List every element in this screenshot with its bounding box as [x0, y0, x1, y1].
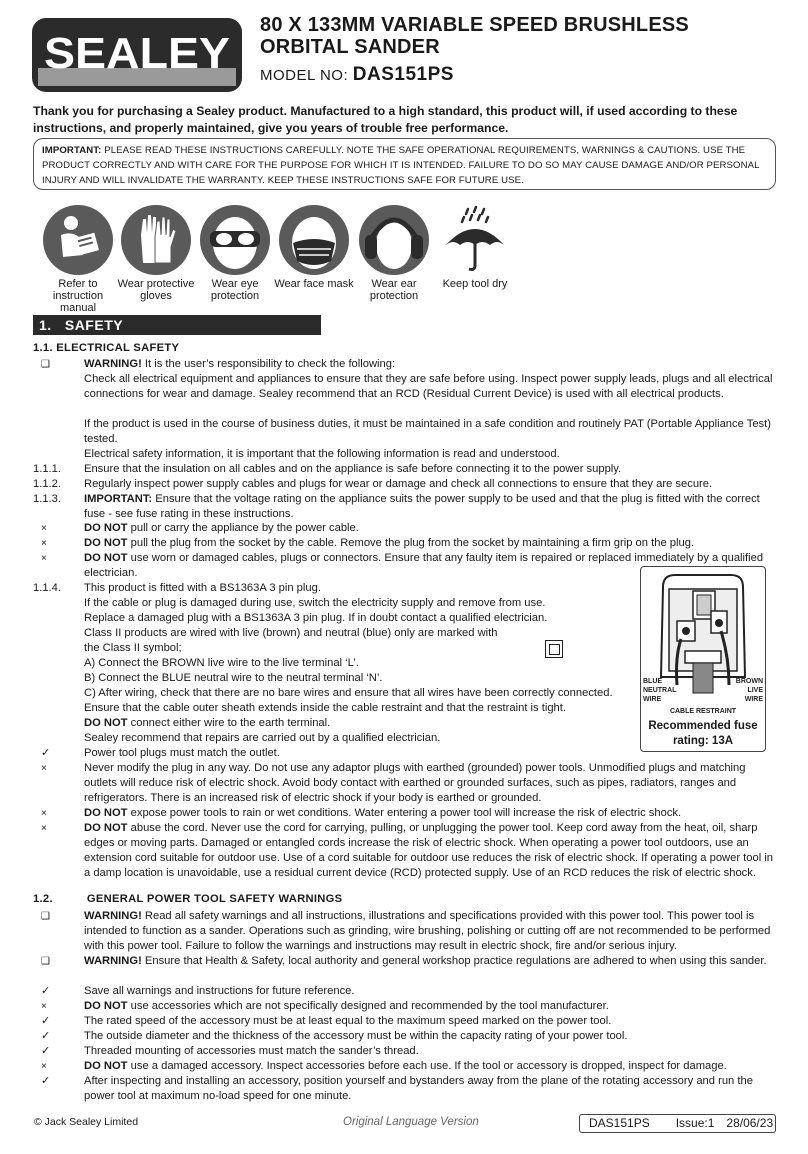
list-item	[33, 761, 778, 806]
icon-item: Refer to instruction manual	[38, 205, 118, 314]
blue-wire-label: BLUE	[643, 678, 663, 685]
check-icon: ✓	[41, 985, 51, 997]
important-notice: IMPORTANT: PLEASE READ THESE INSTRUCTIONS CAREFULLY. NOTE THE SAFE OPERATIONAL REQUIREMENTS, WARNINGS & CAUTIONS. USE THE PRODUCT CORRECTLY AND WITH CARE FOR THE PURPOSE FOR WHICH IT IS INTENDED. FAILURE TO DO SO MAY CAUSE DAMAGE AND/OR PERSONAL INJURY AND WILL INVALIDATE THE WARRANTY. KEEP THESE INSTRUCTIONS SAFE FOR FUTURE USE.	[33, 138, 776, 190]
check-icon: ✓	[41, 1075, 51, 1087]
svg-text:LIVE: LIVE	[747, 687, 763, 694]
item-text: Save all warnings and instructions for future reference.	[84, 985, 355, 997]
cross-icon: ×	[41, 1061, 47, 1072]
checkbox-icon: ❑	[41, 956, 50, 967]
item-number: 1.1.4.	[33, 582, 61, 594]
footer-model-box: DAS151PS Issue:1 28/06/23	[579, 1114, 776, 1133]
list-item	[33, 746, 633, 761]
item-text: DO NOT abuse the cord. Never use the cord for carrying, pulling, or unplugging the power tool. Keep cord away from the heat, oil, sharp edges or moving parts. Damaged or entangled cords increase the risk of electric shock. When operating a power tool outdoors, use an extension cord suitable for outdoor use. Use of a cord suitable for outdoor use reduces the risk of electric shock. If operating a power tool in a damp location is unavoidable, use a residual current device (RCD) protected supply. Use of an RCD reduces the risk of electric shock.	[84, 822, 774, 879]
gloves-icon	[121, 205, 191, 275]
icon-item: Wear protective gloves	[116, 205, 196, 302]
sealey-logo	[32, 18, 242, 92]
svg-text:NEUTRAL: NEUTRAL	[643, 687, 677, 694]
item-text: DO NOT expose power tools to rain or wet conditions. Water entering a power tool will increase the risk of electric shock.	[84, 807, 682, 819]
item-text: DO NOT use worn or damaged cables, plugs or connectors. Ensure that any faulty item is repaired or replaced immediately by a qualified electrician.	[84, 552, 764, 579]
list-item	[33, 909, 778, 954]
cross-icon: ×	[41, 523, 47, 534]
logo-text: SEALEY	[44, 29, 230, 78]
list-item	[33, 731, 633, 746]
svg-text:WIRE: WIRE	[744, 696, 763, 703]
plug-diagram	[640, 566, 766, 752]
list-item	[33, 536, 778, 551]
item-number: 1.1.1.	[33, 463, 61, 475]
list-item	[33, 1059, 778, 1074]
goggles-icon	[200, 205, 270, 275]
item-text: This product is fitted with a BS1363A 3 pin plug.	[84, 582, 321, 594]
footer-language: Original Language Version	[343, 1116, 479, 1128]
list-item	[33, 1074, 778, 1104]
item-text: The outside diameter and the thickness of the accessory must be within the capacity rating of your power tool.	[84, 1030, 628, 1042]
item-text: WARNING! Ensure that Health & Safety, local authority and general workshop practice regulations are adhered to when using this sander.	[84, 955, 767, 967]
list-item	[33, 806, 778, 821]
list-item	[33, 462, 778, 477]
cross-icon: ×	[41, 553, 47, 564]
class-ii-symbol	[545, 640, 563, 658]
item-text: DO NOT pull the plug from the socket by the cable. Remove the plug from the socket by maintaining a firm grip on the plug.	[84, 537, 695, 549]
item-text: DO NOT pull or carry the appliance by the power cable.	[84, 522, 359, 534]
list-item	[33, 686, 633, 701]
list-item	[33, 521, 778, 536]
list-item	[33, 954, 778, 969]
section-heading-safety: 1. SAFETY	[33, 315, 321, 335]
icon-item: Wear face mask	[274, 205, 354, 290]
item-text: WARNING! It is the user’s responsibility to check the following:	[84, 358, 396, 370]
item-text: Regularly inspect power supply cables and plugs for wear or damage and check all connections to ensure that they are secure.	[84, 478, 713, 490]
item-text: Check all electrical equipment and appliances to ensure that they are safe before using. Inspect power supply leads, plugs and all electrical connections for wear and damage. Sealey recommend that an RCD (Residual Current Device) is used with all electrical products.	[84, 373, 773, 400]
checkbox-icon: ❑	[41, 911, 50, 922]
list-item	[33, 357, 778, 372]
list-item	[33, 417, 778, 447]
ear-defenders-icon	[359, 205, 429, 275]
check-icon: ✓	[41, 1030, 51, 1042]
list-item	[33, 656, 513, 671]
checkbox-icon: ❑	[41, 359, 50, 370]
item-number: 1.1.3.	[33, 493, 61, 505]
icon-item: Keep tool dry	[436, 205, 514, 290]
list-item	[33, 626, 513, 656]
item-text: C) After wiring, check that there are no bare wires and ensure that all wires have been correctly connected.	[84, 687, 613, 699]
cross-icon: ×	[41, 823, 47, 834]
subsection-general-warnings: 1.2. GENERAL POWER TOOL SAFETY WARNINGS	[33, 893, 343, 905]
item-text: DO NOT connect either wire to the earth terminal.	[84, 717, 331, 729]
list-item	[33, 1029, 778, 1044]
list-item	[33, 611, 633, 626]
footer-copyright: © Jack Sealey Limited	[34, 1116, 139, 1128]
list-item	[33, 984, 778, 999]
list-item	[33, 477, 778, 492]
list-item	[33, 447, 778, 462]
list-item	[33, 999, 778, 1014]
fuse-rating-caption: Recommended fuse rating: 13A	[648, 720, 758, 747]
cross-icon: ×	[41, 538, 47, 549]
item-number: 1.1.2.	[33, 478, 61, 490]
check-icon: ✓	[41, 1045, 51, 1057]
plug-wiring-illustration	[641, 567, 765, 717]
item-text: Ensure that the insulation on all cables and on the appliance is safe before connecting it to the power supply.	[84, 463, 622, 475]
item-text: After inspecting and installing an accessory, position yourself and bystanders away from the plane of the rotating accessory and run the power tool at maximum no-load speed for one minute.	[84, 1075, 753, 1102]
brown-wire-label: BROWN	[735, 678, 763, 685]
manual-icon	[43, 205, 113, 275]
intro-text: Thank you for purchasing a Sealey product. Manufactured to a high standard, this product will, if used according to these instructions, and properly maintained, give you years of trouble free performance.	[33, 104, 738, 135]
list-item	[33, 581, 633, 596]
list-item	[33, 1044, 778, 1059]
item-text: Replace a damaged plug with a BS1363A 3 pin plug. If in doubt contact a qualified electrician.	[84, 612, 548, 624]
item-text: B) Connect the BLUE neutral wire to the neutral terminal ‘N’.	[84, 672, 383, 684]
check-icon: ✓	[41, 747, 51, 759]
item-text: Never modify the plug in any way. Do not use any adaptor plugs with earthed (grounded) power tools. Unmodified plugs and matching outlets will reduce risk of electric shock. Avoid body contact with earthed or grounded surfaces, such as pipes, radiators, ranges and refrigerators. There is an increased risk of electric shock if your body is earthed or grounded.	[84, 762, 746, 804]
item-text: A) Connect the BROWN live wire to the live terminal ‘L’.	[84, 657, 359, 669]
item-text: Power tool plugs must match the outlet.	[84, 747, 280, 759]
umbrella-icon	[440, 205, 510, 275]
list-item	[33, 716, 633, 731]
list-item	[33, 1014, 778, 1029]
subsection-electrical-safety: 1.1. ELECTRICAL SAFETY	[33, 342, 180, 354]
item-text: Sealey recommend that repairs are carried out by a qualified electrician.	[84, 732, 441, 744]
item-text: DO NOT use accessories which are not specifically designed and recommended by the tool manufacturer.	[84, 1000, 609, 1012]
cross-icon: ×	[41, 763, 47, 774]
list-item	[33, 821, 778, 881]
svg-text:WIRE: WIRE	[643, 696, 662, 703]
cross-icon: ×	[41, 1001, 47, 1012]
product-title: 80 X 133MM VARIABLE SPEED BRUSHLESS ORBITAL SANDER	[260, 14, 689, 58]
list-item	[33, 596, 633, 611]
item-text: The rated speed of the accessory must be at least equal to the maximum speed marked on the power tool.	[84, 1015, 612, 1027]
list-item	[33, 492, 778, 522]
cross-icon: ×	[41, 808, 47, 819]
icon-item: Wear ear protection	[354, 205, 434, 302]
list-item	[33, 372, 778, 402]
cable-restraint-label: CABLE RESTRAINT	[669, 708, 737, 715]
safety-icons	[38, 205, 538, 315]
icon-item: Wear eye protection	[195, 205, 275, 302]
check-icon: ✓	[41, 1015, 51, 1027]
item-text: Ensure that the cable outer sheath extends inside the cable restraint and that the restraint is tight.	[84, 702, 566, 714]
item-text: If the cable or plug is damaged during use, switch the electricity supply and remove from use.	[84, 597, 546, 609]
item-text: If the product is used in the course of business duties, it must be maintained in a safe condition and routinely PAT (Portable Appliance Test) tested.	[84, 418, 771, 445]
item-text: Threaded mounting of accessories must match the sander’s thread.	[84, 1045, 419, 1057]
list-item	[33, 701, 633, 716]
item-text: Class II products are wired with live (brown) and neutral (blue) only are marked with the Class II symbol;	[84, 627, 498, 654]
list-item	[33, 671, 513, 686]
item-text: Electrical safety information, it is important that the following information is read and understood.	[84, 448, 560, 460]
model-number: MODEL NO: DAS151PS	[260, 64, 454, 85]
item-text: IMPORTANT: Ensure that the voltage rating on the appliance suits the power supply to be used and that the plug is fitted with the correct fuse - see fuse rating in these instructions.	[84, 493, 760, 520]
item-text: DO NOT use a damaged accessory. Inspect accessories before each use. If the tool or accessory is dropped, inspect for damage.	[84, 1060, 727, 1072]
item-text: WARNING! Read all safety warnings and all instructions, illustrations and specifications provided with this power tool. This power tool is intended to function as a sander. Operations such as grinding, wire brushing, polishing or cutting off are not recommended to be performed with this power tool. Failure to follow the warnings and instructions may result in electric shock, fire and/or serious injury.	[84, 910, 771, 952]
face-mask-icon	[279, 205, 349, 275]
